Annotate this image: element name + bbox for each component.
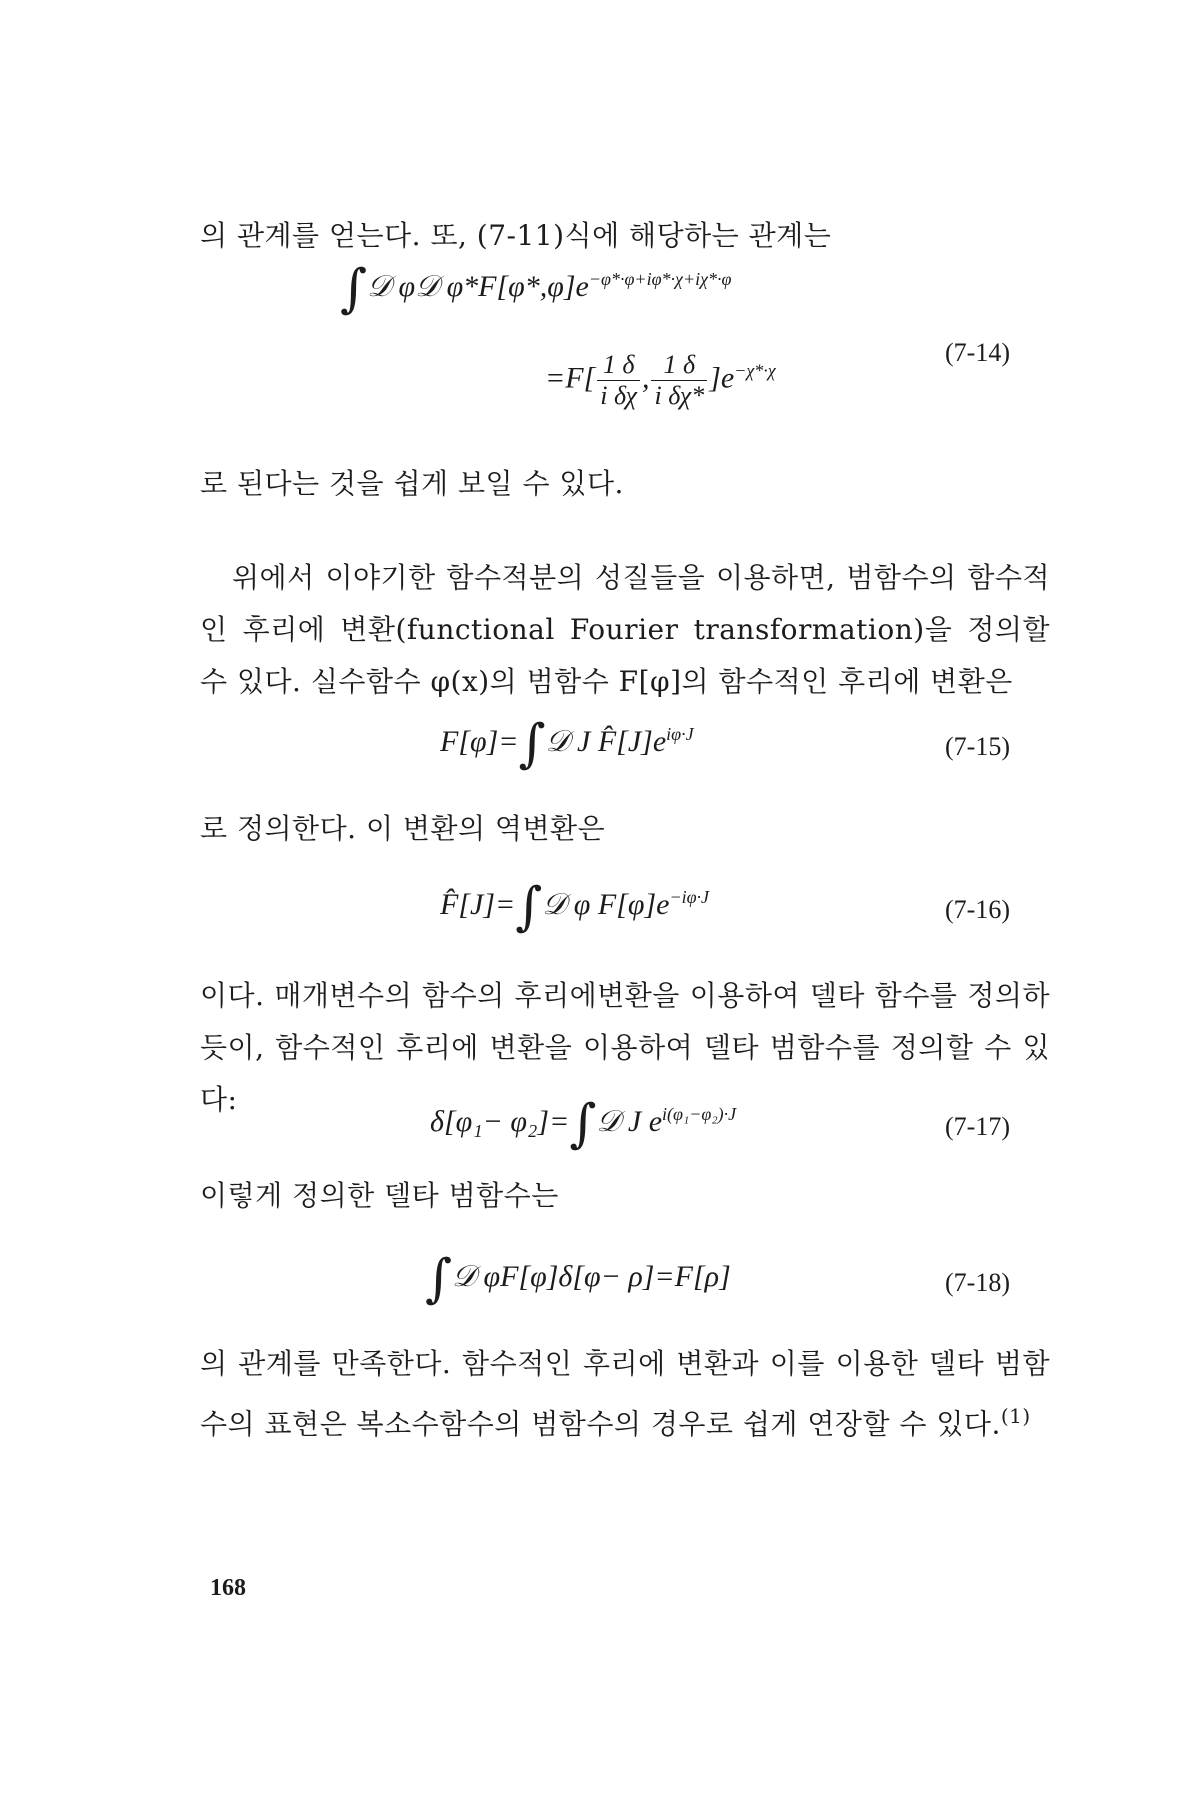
equation-7-14-line2 xyxy=(545,352,776,409)
eq15-rhs: 𝒟 J F̂[J]e xyxy=(545,725,667,758)
fraction-1 xyxy=(597,352,640,409)
eq14-comma: , xyxy=(641,361,650,395)
integral-sign: ∫ xyxy=(425,1249,453,1310)
eq14-line2-exponent: −χ*·χ xyxy=(734,360,776,381)
equation-number-7-16: (7-16) xyxy=(945,895,1010,924)
text-line-defined-delta: 이렇게 정의한 델타 범함수는 xyxy=(200,1179,559,1212)
closing-text: 의 관계를 만족한다. 함수적인 후리에 변환과 이를 이용한 델타 범함수의 표현은 복소수함수의 범함수의 경우로 쉽게 연장할 수 있다. xyxy=(200,1347,1050,1441)
equation-7-17 xyxy=(430,1094,737,1155)
eq17-lhs: δ[φ₁− φ₂]= xyxy=(430,1105,570,1138)
text-line-relation-intro: 의 관계를 얻는다. 또, (7-11)식에 해당하는 관계는 xyxy=(200,219,832,252)
page-number: 168 xyxy=(210,1575,246,1601)
eq17-rhs: 𝒟 J e xyxy=(596,1105,663,1138)
eq15-exponent: iφ·J xyxy=(666,724,694,744)
equation-7-16 xyxy=(440,877,710,938)
integral-sign: ∫ xyxy=(518,714,546,775)
integral-sign: ∫ xyxy=(569,1094,597,1155)
eq15-lhs: F[φ]= xyxy=(440,725,519,758)
text-line-easy-to-show: 로 된다는 것을 쉽게 보일 수 있다. xyxy=(200,467,624,500)
frac1-numerator: 1 δ xyxy=(597,352,640,381)
eq16-rhs: 𝒟 φ F[φ]e xyxy=(542,888,670,921)
integral-sign: ∫ xyxy=(515,877,543,938)
equation-7-15 xyxy=(440,714,694,775)
frac1-denominator: i δχ xyxy=(600,381,637,410)
eq14-line2-suffix: ]e xyxy=(709,361,735,395)
integral-sign: ∫ xyxy=(340,259,368,320)
paragraph-closing xyxy=(200,1338,1050,1450)
footnote-reference: (1) xyxy=(1000,1404,1031,1428)
equation-number-7-17: (7-17) xyxy=(945,1112,1010,1141)
paragraph-functional-fourier: 위에서 이야기한 함수적분의 성질들을 이용하면, 범함수의 함수적인 후리에 변환(functional Fourier transformation)을 정의할 수 있다. 실수함수 φ(x)의 범함수 F[φ]의 함수적인 후리에 변환은 xyxy=(200,561,1050,698)
eq18-body: 𝒟 φF[φ]δ[φ− ρ]=F[ρ] xyxy=(452,1260,731,1293)
eq14-line2-prefix: =F[ xyxy=(545,361,596,395)
equation-7-18 xyxy=(425,1249,731,1310)
fraction-2 xyxy=(651,352,707,409)
frac2-denominator: i δχ* xyxy=(654,381,705,410)
equation-number-7-18: (7-18) xyxy=(945,1268,1010,1297)
eq14-exponent: −φ*·φ+iφ*·χ+iχ*·φ xyxy=(588,269,732,289)
frac2-numerator: 1 δ xyxy=(651,352,707,381)
eq17-exponent: i(φ₁−φ₂)·J xyxy=(662,1104,737,1124)
eq14-body: 𝒟 φ𝒟 φ*F[φ*,φ]e xyxy=(367,270,589,303)
eq16-exponent: −iφ·J xyxy=(669,887,710,907)
eq16-lhs: F̂[J]= xyxy=(440,888,516,921)
equation-7-14-line1 xyxy=(340,259,732,320)
equation-number-7-15: (7-15) xyxy=(945,732,1010,761)
text-line-define: 로 정의한다. 이 변환의 역변환은 xyxy=(200,812,606,845)
paragraph-delta-functional: 이다. 매개변수의 함수의 후리에변환을 이용하여 델타 함수를 정의하듯이, 함수적인 후리에 변환을 이용하여 델타 범함수를 정의할 수 있다: xyxy=(200,979,1050,1116)
equation-number-7-14: (7-14) xyxy=(945,338,1010,367)
